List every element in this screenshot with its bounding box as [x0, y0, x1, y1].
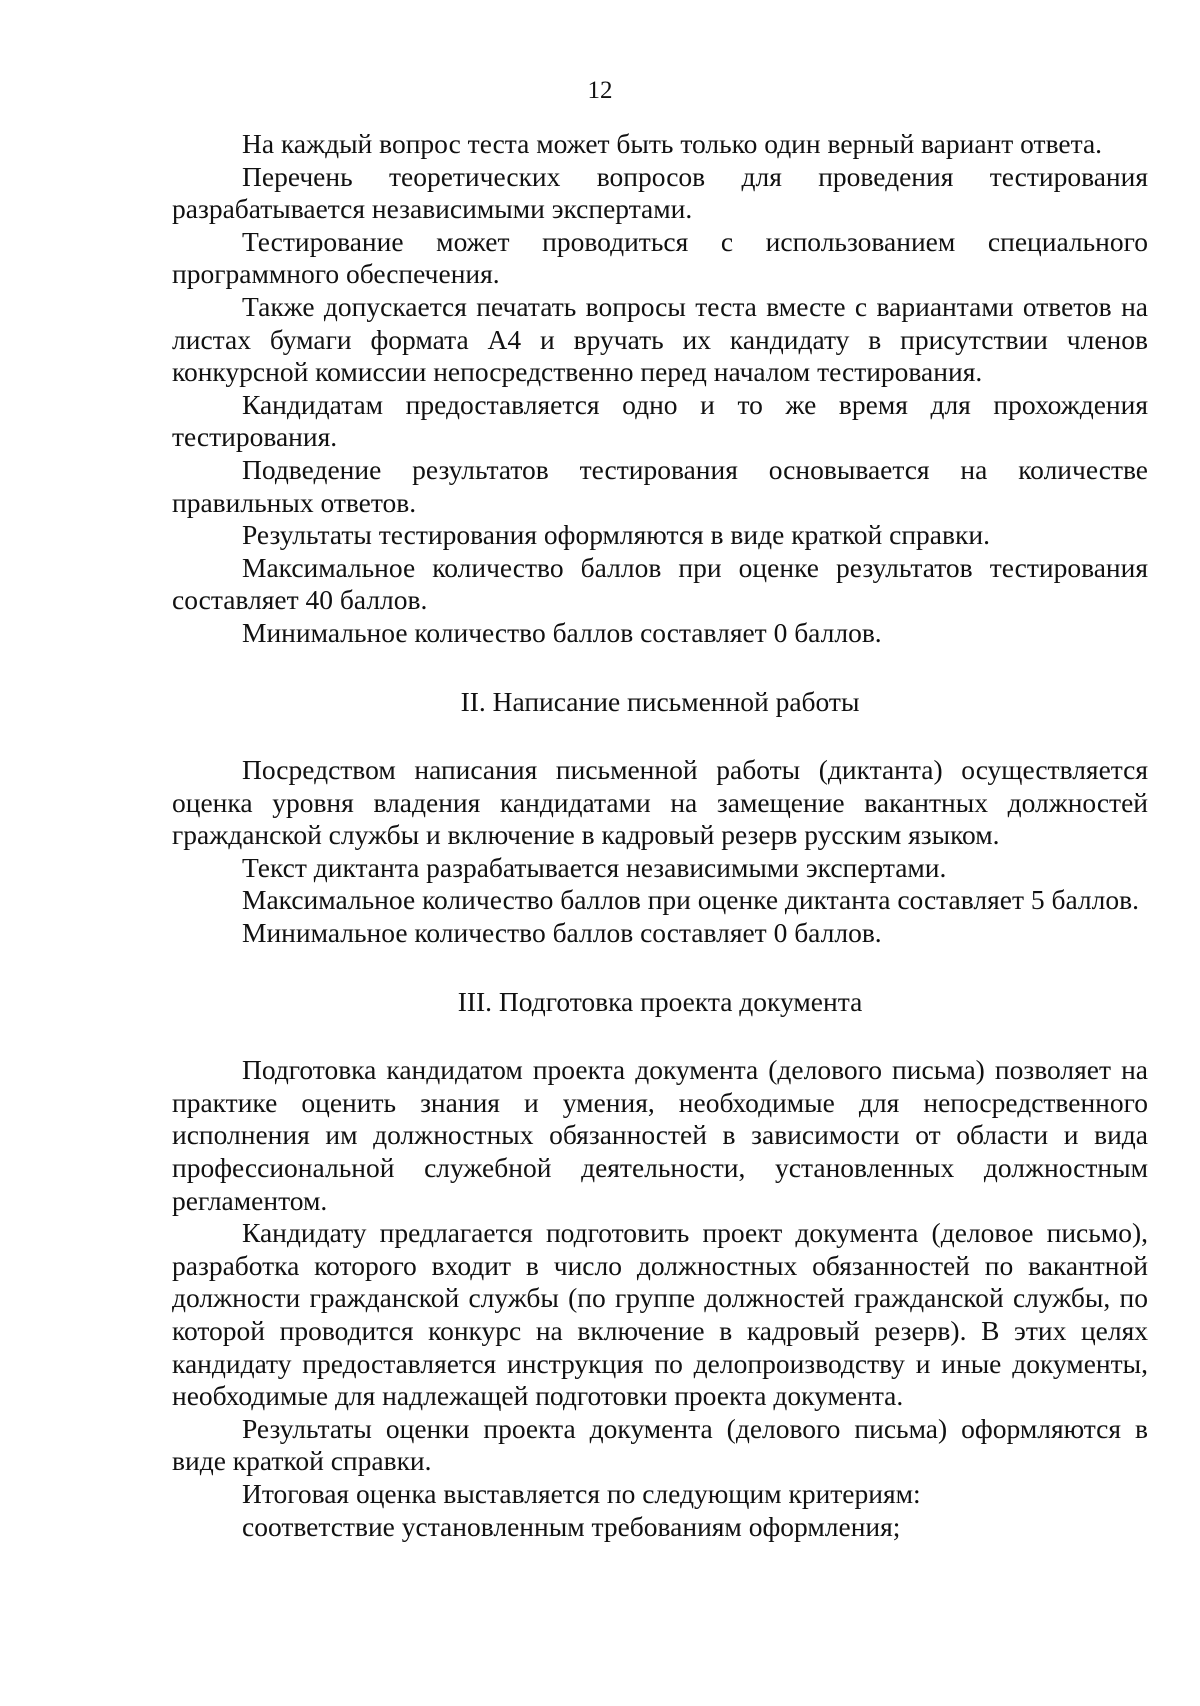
paragraph: Также допускается печатать вопросы теста вместе с вариантами ответов на листах бумаги формата А4 и вручать их кандидату в присутствии членов конкурсной комиссии непосредственно перед началом тестирования. — [172, 290, 1148, 388]
paragraph: Подготовка кандидатом проекта документа (делового письма) позволяет на практике оценить знания и умения, необходимые для непосредственного исполнения им должностных обязанностей в зависимости от области и вида профессиональной служебной деятельности, установленных должностным регламентом. — [172, 1054, 1148, 1216]
paragraph: Подведение результатов тестирования основывается на количестве правильных ответов. — [172, 453, 1148, 518]
paragraph: Посредством написания письменной работы (диктанта) осуществляется оценка уровня владения кандидатами на замещение вакантных должностей гражданской службы и включение в кадровый резерв русским языком. — [172, 754, 1148, 851]
paragraph: Результаты тестирования оформляются в виде краткой справки. — [242, 519, 990, 551]
paragraph: Максимальное количество баллов при оценке диктанта составляет 5 баллов. — [242, 884, 1139, 916]
paragraph: Текст диктанта разрабатывается независимыми экспертами. — [242, 851, 947, 883]
paragraph: Кандидату предлагается подготовить проект документа (деловое письмо), разработка которого входит в число должностных обязанностей по вакантной должности гражданской службы (по группе должностей гражданской службы, по которой проводится конкурс на включение в кадровый резерв). В этих целях кандидату предоставляется инструкция по делопроизводству и иные документы, необходимые для надлежащей подготовки проекта документа. — [172, 1217, 1148, 1412]
paragraph: Итоговая оценка выставляется по следующим критериям: — [242, 1477, 921, 1509]
paragraph: Тестирование может проводиться с использованием специального программного обеспечения. — [172, 225, 1148, 290]
paragraph: На каждый вопрос теста может быть только один верный вариант ответа. — [242, 128, 1103, 159]
document-body — [172, 128, 1148, 1543]
paragraph: Минимальное количество баллов составляет 0 баллов. — [242, 917, 882, 949]
section-heading: III. Подготовка проекта документа — [457, 985, 863, 1017]
paragraph: Результаты оценки проекта документа (делового письма) оформляются в виде краткой справки. — [172, 1412, 1148, 1477]
paragraph: Перечень теоретических вопросов для проведения тестирования разрабатывается независимыми экспертами. — [172, 160, 1148, 225]
paragraph: соответствие установленным требованиям оформления; — [242, 1510, 901, 1542]
section-heading: II. Написание письменной работы — [460, 685, 860, 717]
paragraph: Кандидатам предоставляется одно и то же время для прохождения тестирования. — [172, 388, 1148, 453]
paragraph: Минимальное количество баллов составляет 0 баллов. — [242, 616, 882, 648]
paragraph: Максимальное количество баллов при оценке результатов тестирования составляет 40 баллов. — [172, 551, 1148, 616]
page-number: 12 — [587, 77, 613, 104]
